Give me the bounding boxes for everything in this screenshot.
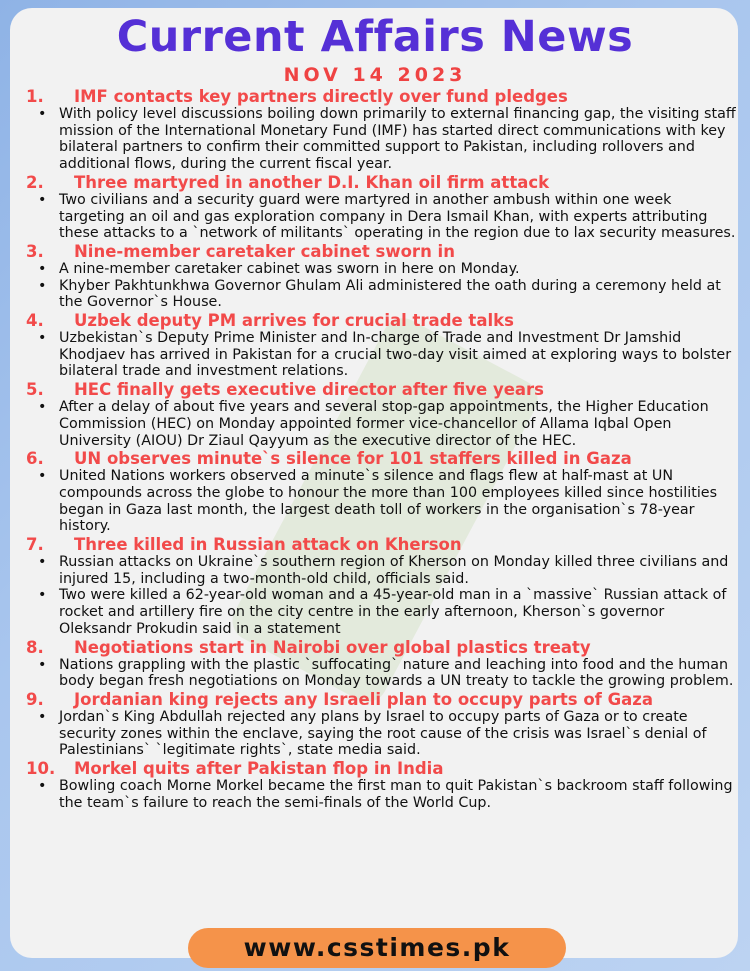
item-headline: Uzbek deputy PM arrives for crucial trade talks [74,311,514,331]
item-headline: Nine-member caretaker cabinet sworn in [74,241,455,261]
item-bullet: • Bowling coach Morne Morkel became the first man to quit Pakistan`s backroom staff following the team`s failure to reach the semi-finals of the World Cup. [26,778,736,811]
item-headline: IMF contacts key partners directly over fund pledges [74,87,568,106]
news-item [26,759,736,811]
item-bullet: • Two civilians and a security guard were martyred in another ambush within one week targeting an oil and gas exploration company in Dera Ismail Khan, with experts attributing these attacks to a `network of militants` operating in the region due to lax security measures. [26,192,736,242]
news-item [26,535,736,638]
item-number: 10. [26,759,56,779]
item-headline: Negotiations start in Nairobi over global plastics treaty [74,637,591,657]
item-number: 1. [26,87,44,106]
item-headline: Three martyred in another D.I. Khan oil firm attack [74,172,550,192]
item-number: 8. [26,637,44,657]
item-number: 9. [26,689,44,709]
item-number: 3. [26,241,44,261]
item-headline: Three killed in Russian attack on Kherson [74,535,462,555]
item-bullet: • Two were killed a 62-year-old woman and a 45-year-old man in a `massive` Russian attack of rocket and artillery fire on the city centre in the early afternoon, Kherson`s governor Oleksandr Prokudin said in a statement [26,587,736,637]
item-bullet: • Uzbekistan`s Deputy Prime Minister and In-charge of Trade and Investment Dr Jamshid Khodjaev has arrived in Pakistan for a crucial two-day visit aimed at exploring ways to bolster bilateral trade and investment relations. [26,330,736,380]
news-item [26,242,736,311]
item-bullet: • Khyber Pakhtunkhwa Governor Ghulam Ali administered the oath during a ceremony held at the Governor`s House. [26,278,736,311]
item-number: 5. [26,380,44,400]
website-link[interactable]: www.csstimes.pk [188,928,566,968]
item-bullet: • A nine-member caretaker cabinet was sworn in here on Monday. [26,261,736,278]
item-bullet: • Jordan`s King Abdullah rejected any plans by Israel to occupy parts of Gaza or to create security zones within the enclave, saying the root cause of the crisis was Israel`s denial of Palestinians` `legitimate rights`, state media said. [26,709,736,759]
page-title: Current Affairs News [116,12,634,62]
news-list [26,87,736,812]
news-item [26,380,736,449]
item-number: 7. [26,535,44,555]
news-item [26,87,736,173]
item-bullet: • After a delay of about five years and several stop-gap appointments, the Higher Education Commission (HEC) on Monday appointed former vice-chancellor of Allama Iqbal Open University (AIOU) Dr Ziaul Qayyum as the executive director of the HEC. [26,399,736,449]
news-item [26,638,736,690]
item-bullet: • Nations grappling with the plastic `suffocating` nature and leaching into food and the human body began fresh negotiations on Monday towards a UN treaty to tackle the growing problem. [26,657,736,690]
item-number: 6. [26,449,44,469]
item-bullet: • Russian attacks on Ukraine`s southern region of Kherson on Monday killed three civilians and injured 15, including a two-month-old child, officials said. [26,554,736,587]
item-headline: UN observes minute`s silence for 101 staffers killed in Gaza [74,449,632,469]
item-number: 4. [26,311,44,331]
page-date: NOV 14 2023 [283,64,467,86]
item-bullet: • With policy level discussions boiling down primarily to external financing gap, the visiting staff mission of the International Monetary Fund (IMF) has started direct communications with key bilateral partners to confirm their committed support to Pakistan, including rollovers and additional flows, during the current fiscal year. [26,106,736,173]
item-headline: Morkel quits after Pakistan flop in India [74,759,444,779]
item-number: 2. [26,172,44,192]
item-bullet: • United Nations workers observed a minute`s silence and flags flew at half-mast at UN compounds across the globe to honour the more than 100 employees killed since hostilities began in Gaza last month, the largest death toll of workers in the organisation`s 78-year history. [26,468,736,535]
news-item [26,690,736,759]
news-item [26,173,736,242]
item-headline: HEC finally gets executive director after five years [74,380,545,400]
item-headline: Jordanian king rejects any Israeli plan to occupy parts of Gaza [74,689,654,709]
news-item [26,311,736,380]
news-item [26,449,736,535]
